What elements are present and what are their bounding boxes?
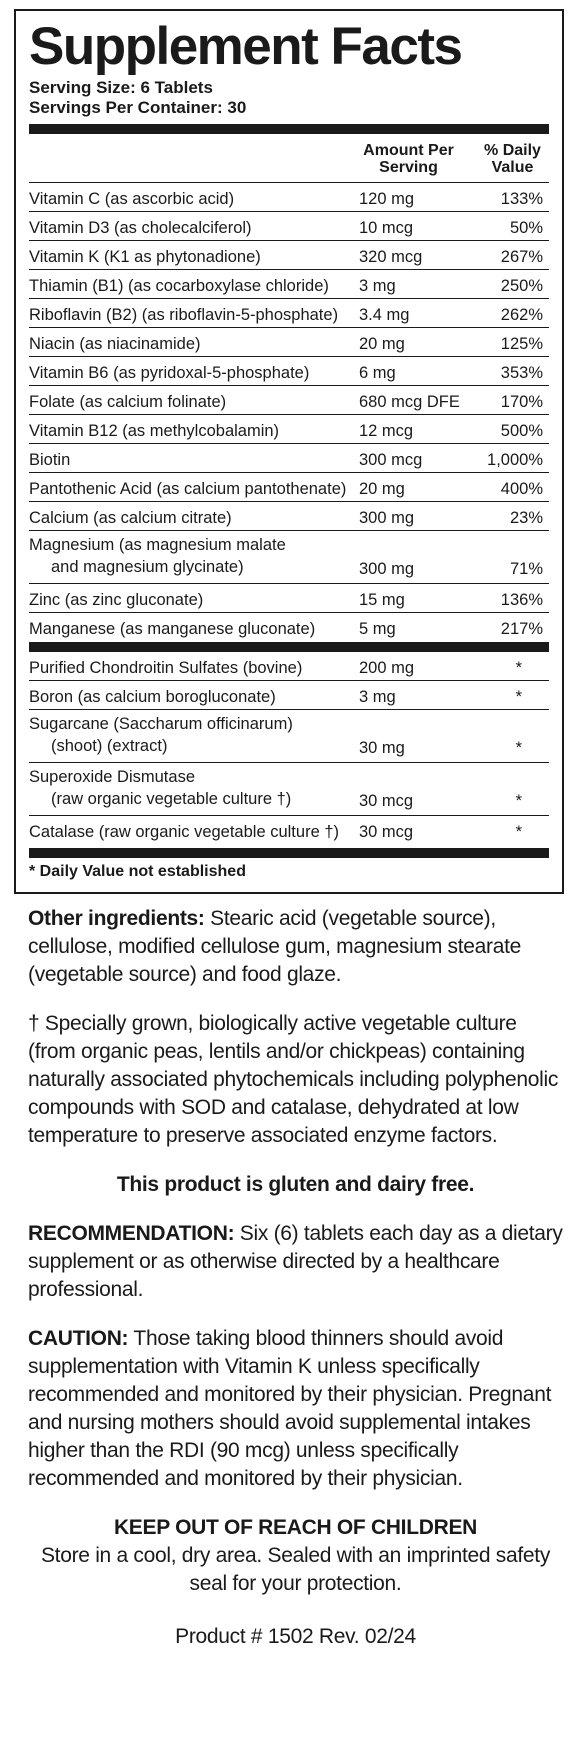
- caution-label: CAUTION:: [28, 1327, 129, 1350]
- ingredient-name-line: Zinc (as zinc gluconate): [29, 591, 204, 609]
- servings-per-container: Servings Per Container: 30: [29, 98, 247, 117]
- ingredient-row: [29, 328, 549, 357]
- ingredient-amount: 15 mg: [359, 591, 405, 609]
- ingredient-name: [29, 618, 359, 640]
- ingredient-amount: 300 mcg: [359, 451, 423, 469]
- ingredient-name-line: Magnesium (as magnesium malate: [29, 536, 286, 554]
- ingredient-daily-value: 71%: [509, 560, 543, 578]
- ingredient-name: [29, 507, 359, 529]
- ingredient-amount: 12 mcg: [359, 422, 414, 440]
- ingredient-name: [29, 686, 359, 708]
- ingredient-name: [29, 246, 359, 268]
- ingredient-name-line: Vitamin D3 (as cholecalciferol): [29, 219, 252, 237]
- recommendation-label: RECOMMENDATION:: [28, 1222, 235, 1245]
- ingredient-name: [29, 657, 359, 679]
- ingredient-daily-value: 353%: [500, 364, 543, 382]
- ingredient-row: [29, 763, 549, 816]
- ingredient-name-line: (shoot) (extract): [51, 737, 168, 755]
- ingredient-name-line: Boron (as calcium borogluconate): [29, 688, 276, 706]
- ingredient-daily-value: *: [515, 659, 522, 677]
- ingredient-name: [29, 589, 359, 611]
- ingredient-name-line: Folate (as calcium folinate): [29, 393, 227, 411]
- ingredient-amount: 300 mg: [359, 509, 415, 527]
- ingredient-name: [29, 821, 359, 843]
- supplement-facts-panel: [14, 9, 564, 894]
- ingredient-amount: 30 mcg: [359, 823, 414, 841]
- ingredient-name-line: Vitamin K (K1 as phytonadione): [29, 248, 261, 266]
- thick-divider: [29, 848, 549, 858]
- gluten-note: This product is gluten and dairy free.: [116, 1173, 475, 1196]
- column-header-amount: Amount Per Serving: [363, 142, 454, 176]
- ingredient-amount: 30 mcg: [359, 792, 414, 810]
- daily-value-footnote: * Daily Value not established: [29, 863, 246, 880]
- ingredient-name-line: Pantothenic Acid (as calcium pantothenate): [29, 480, 347, 498]
- ingredient-name-line: Niacin (as niacinamide): [29, 335, 201, 353]
- ingredient-daily-value: *: [515, 739, 522, 757]
- ingredient-row: [29, 270, 549, 299]
- ingredient-daily-value: 250%: [500, 277, 543, 295]
- ingredient-row: [29, 681, 549, 710]
- ingredient-amount: 3 mg: [359, 688, 396, 706]
- ingredient-daily-value: 1,000%: [487, 451, 543, 469]
- ingredient-amount: 3.4 mg: [359, 306, 410, 324]
- ingredient-daily-value: 267%: [500, 248, 543, 266]
- ingredient-row: [29, 183, 549, 212]
- ingredient-row: [29, 386, 549, 415]
- ingredient-name-line: Calcium (as calcium citrate): [29, 509, 232, 527]
- ingredient-row: [29, 531, 549, 584]
- ingredient-row: [29, 502, 549, 531]
- caution-text: Those taking blood thinners should avoid supplementation with Vitamin K unless specifically recommended and monitored by their physician. Pregnant and nursing mothers should avoid supplemental intakes higher than the RDI (90 mcg) unless specifically recommended and monitored by their physician.: [28, 1327, 552, 1490]
- recommendation-paragraph: [28, 1220, 563, 1304]
- ingredient-name: [29, 217, 359, 239]
- ingredient-amount: 3 mg: [359, 277, 396, 295]
- column-header-spacer: [29, 142, 349, 182]
- ingredient-name: [29, 188, 359, 210]
- other-ingredients-paragraph: [28, 905, 563, 989]
- ingredient-name-line: Vitamin B6 (as pyridoxal-5-phosphate): [29, 364, 310, 382]
- caution-paragraph: [28, 1325, 563, 1493]
- ingredient-amount: 120 mg: [359, 190, 415, 208]
- column-header: [29, 134, 549, 183]
- ingredient-name-line: Vitamin C (as ascorbic acid): [29, 190, 235, 208]
- ingredient-amount: 6 mg: [359, 364, 396, 382]
- ingredient-row: [29, 473, 549, 502]
- ingredient-amount: 30 mg: [359, 739, 405, 757]
- ingredient-row: [29, 710, 549, 763]
- ingredient-name: [29, 420, 359, 442]
- panel-title: Supplement Facts: [29, 17, 462, 76]
- ingredient-name: [29, 391, 359, 413]
- other-ingredient-rows: [29, 652, 549, 845]
- ingredient-name-line: and magnesium glycinate): [51, 558, 244, 576]
- ingredient-amount: 320 mcg: [359, 248, 423, 266]
- ingredient-name-line: Thiamin (B1) (as cocarboxylase chloride): [29, 277, 329, 295]
- ingredient-row: [29, 613, 549, 642]
- ingredient-amount: 680 mcg DFE: [359, 393, 460, 411]
- ingredient-name-line: Biotin: [29, 451, 71, 469]
- other-ingredients-label: Other ingredients:: [28, 907, 205, 930]
- ingredient-name-line: Catalase (raw organic vegetable culture †): [29, 823, 339, 841]
- ingredient-daily-value: 400%: [500, 480, 543, 498]
- ingredient-row: [29, 415, 549, 444]
- ingredient-name: [29, 766, 359, 810]
- ingredient-name: [29, 362, 359, 384]
- ingredient-name: [29, 713, 359, 757]
- ingredient-amount: 300 mg: [359, 560, 415, 578]
- ingredient-row: [29, 212, 549, 241]
- recommendation-text: Six (6) tablets each day as a dietary supplement or as otherwise directed by a healthcare professional.: [28, 1222, 563, 1301]
- ingredient-row: [29, 241, 549, 270]
- ingredient-row: [29, 584, 549, 613]
- dagger-note: † Specially grown, biologically active vegetable culture (from organic peas, lentils and/or chickpeas) containing naturally associated phytochemicals including polyphenolic compounds with SOD and catalase, dehydrated at low temperature to preserve associated enzyme factors.: [28, 1012, 559, 1147]
- ingredient-name: [29, 534, 359, 578]
- ingredient-name-line: Manganese (as manganese gluconate): [29, 620, 316, 638]
- ingredient-daily-value: *: [515, 688, 522, 706]
- ingredient-row: [29, 652, 549, 681]
- ingredient-daily-value: 217%: [500, 620, 543, 638]
- ingredient-name-line: Sugarcane (Saccharum officinarum): [29, 715, 293, 733]
- ingredient-amount: 20 mg: [359, 480, 405, 498]
- ingredient-daily-value: *: [515, 792, 522, 810]
- keep-out-warning: KEEP OUT OF REACH OF CHILDREN: [113, 1516, 478, 1539]
- ingredient-name: [29, 304, 359, 326]
- ingredient-name-line: (raw organic vegetable culture †): [51, 790, 292, 808]
- ingredient-name-line: Purified Chondroitin Sulfates (bovine): [29, 659, 303, 677]
- other-ingredients-text: Stearic acid (vegetable source), cellulose, modified cellulose gum, magnesium stearate (vegetable source) and food glaze.: [28, 907, 522, 986]
- ingredient-name-line: Superoxide Dismutase: [29, 768, 195, 786]
- ingredient-row: [29, 299, 549, 328]
- ingredient-name-line: Vitamin B12 (as methylcobalamin): [29, 422, 280, 440]
- ingredient-row: [29, 816, 549, 845]
- ingredient-amount: 10 mcg: [359, 219, 414, 237]
- ingredient-daily-value: 170%: [500, 393, 543, 411]
- ingredient-daily-value: 23%: [509, 509, 543, 527]
- ingredient-row: [29, 357, 549, 386]
- ingredient-name: [29, 275, 359, 297]
- ingredient-daily-value: 125%: [500, 335, 543, 353]
- product-number: Product # 1502 Rev. 02/24: [175, 1625, 416, 1648]
- ingredient-daily-value: 133%: [500, 190, 543, 208]
- ingredient-name: [29, 449, 359, 471]
- ingredient-daily-value: 262%: [500, 306, 543, 324]
- ingredient-daily-value: 50%: [509, 219, 543, 237]
- storage-instructions: Store in a cool, dry area. Sealed with an imprinted safety seal for your protection.: [40, 1544, 551, 1595]
- thick-divider: [29, 642, 549, 652]
- ingredient-amount: 200 mg: [359, 659, 415, 677]
- ingredient-daily-value: 136%: [500, 591, 543, 609]
- ingredient-name: [29, 478, 359, 500]
- label-text-block: [28, 905, 563, 1651]
- ingredient-daily-value: *: [515, 823, 522, 841]
- thick-divider: [29, 124, 549, 134]
- serving-size: Serving Size: 6 Tablets: [29, 78, 213, 97]
- ingredient-name: [29, 333, 359, 355]
- ingredient-name-line: Riboflavin (B2) (as riboflavin-5-phosphate): [29, 306, 339, 324]
- column-header-daily-value: % Daily Value: [484, 142, 541, 176]
- ingredient-row: [29, 444, 549, 473]
- vitamin-rows: [29, 183, 549, 642]
- ingredient-amount: 5 mg: [359, 620, 396, 638]
- ingredient-daily-value: 500%: [500, 422, 543, 440]
- ingredient-amount: 20 mg: [359, 335, 405, 353]
